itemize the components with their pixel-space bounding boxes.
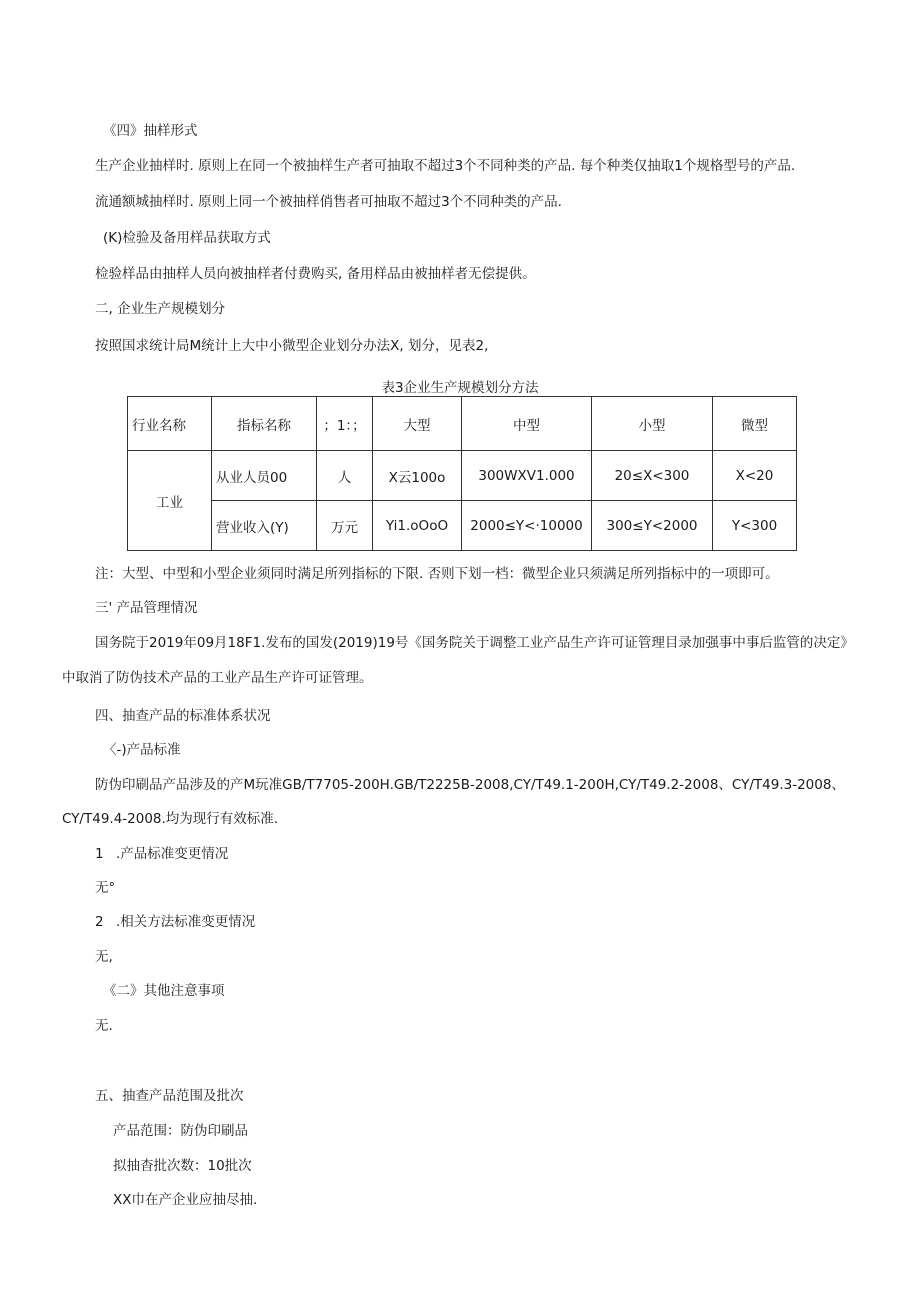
item1-answer: 无°: [95, 880, 116, 896]
table-row: [128, 451, 797, 501]
section3-line2: 中取消了防伪技术产品的工业产品生产许可证管理。: [62, 670, 373, 686]
unit-cell: 万元: [317, 501, 373, 551]
standards-line2: CY/T49.4-2008.均为现行有效标准.: [62, 811, 279, 827]
header-small: 小型: [592, 397, 713, 451]
header-large: 大型: [373, 397, 462, 451]
header-indicator: 指标名称: [212, 397, 317, 451]
item1-number: 1: [95, 846, 104, 862]
item2-number: 2: [95, 914, 104, 930]
medium-cell: 2000≤Y<·10000: [462, 501, 592, 551]
indicator-cell: 从业人员00: [212, 451, 317, 501]
item2-text: .相关方法标准变更情况: [116, 914, 256, 930]
large-cell: X云100o: [373, 451, 462, 501]
item1-text: .产品标准变更情况: [116, 846, 229, 862]
section4-heading: 四、抽查产品的标准体系状况: [95, 708, 271, 724]
header-micro: 微型: [713, 397, 797, 451]
small-cell: 20≤X<300: [592, 451, 713, 501]
sampling-note: XX巾在产企业应抽尽抽.: [113, 1192, 258, 1208]
micro-cell: X<20: [713, 451, 797, 501]
product-scope: 产品范围：防伪印刷品: [113, 1123, 248, 1139]
unit-cell: 人: [317, 451, 373, 501]
section2-text: 按照国求统计局M统计上大中小微型企业划分办法X, 划分，见表2,: [95, 338, 489, 354]
sample-acquisition-text: 检验样品由抽样人员向被抽样者付费购买, 备用样品由被抽样者无偿提供。: [95, 266, 536, 282]
header-medium: 中型: [462, 397, 592, 451]
header-industry: 行业名称: [128, 397, 212, 451]
sampling-circulation-text: 流通额城抽样时. 原则上同一个被抽样俏售者可抽取不超过3个不同种类的产品.: [95, 194, 562, 210]
item2-answer: 无,: [95, 949, 113, 965]
indicator-cell: 营业收入(Y): [212, 501, 317, 551]
industry-cell: 工业: [128, 451, 212, 551]
section3-line1: 国务院于2019年09月18F1.发布的国发(2019)19号《国务院关于调整工业产品生产许可证管理目录加强事中事后监管的决定》: [95, 635, 854, 651]
table-header-row: [128, 397, 797, 451]
product-standards-heading: 〈-)产品标准: [103, 742, 181, 758]
section2-heading: 二, 企业生产规模划分: [95, 301, 226, 317]
section5-heading: 五、抽查产品范围及批次: [95, 1088, 244, 1104]
other-notes-heading: 《二》其他注意事项: [103, 983, 225, 999]
other-notes-answer: 无.: [95, 1018, 113, 1034]
standards-line1: 防伪印刷品产品涉及的产M玩准GB/T7705-200H.GB/T2225B-2008,CY/T49.1-200H,CY/T49.2-2008、CY/T49.3-2008、: [95, 777, 845, 793]
sampling-form-heading: 《四》抽样形式: [103, 123, 198, 139]
sampling-production-text: 生产企业抽样时. 原则上在同一个被抽样生产者可抽取不超过3个不同种类的产品. 每个种类仅抽取1个规格型号的产品.: [95, 158, 796, 174]
micro-cell: Y<300: [713, 501, 797, 551]
table-row: [128, 501, 797, 551]
table-note: 注：大型、中型和小型企业须同时满足所列指标的下限. 否则下划一档：微型企业只须满足所列指标中的一项即可。: [95, 566, 779, 582]
medium-cell: 300WXV1.000: [462, 451, 592, 501]
large-cell: Yi1.oOoO: [373, 501, 462, 551]
header-unit: ；1：；: [317, 397, 373, 451]
table-caption: 表3企业生产规模划分方法: [381, 380, 539, 396]
small-cell: 300≤Y<2000: [592, 501, 713, 551]
batch-count: 拟抽杳批次数：10批次: [113, 1158, 252, 1174]
enterprise-scale-table: [127, 396, 797, 551]
section3-heading: 三' 产品管理情况: [95, 600, 198, 616]
sample-acquisition-heading: (K)检验及备用样品获取方式: [103, 230, 271, 246]
